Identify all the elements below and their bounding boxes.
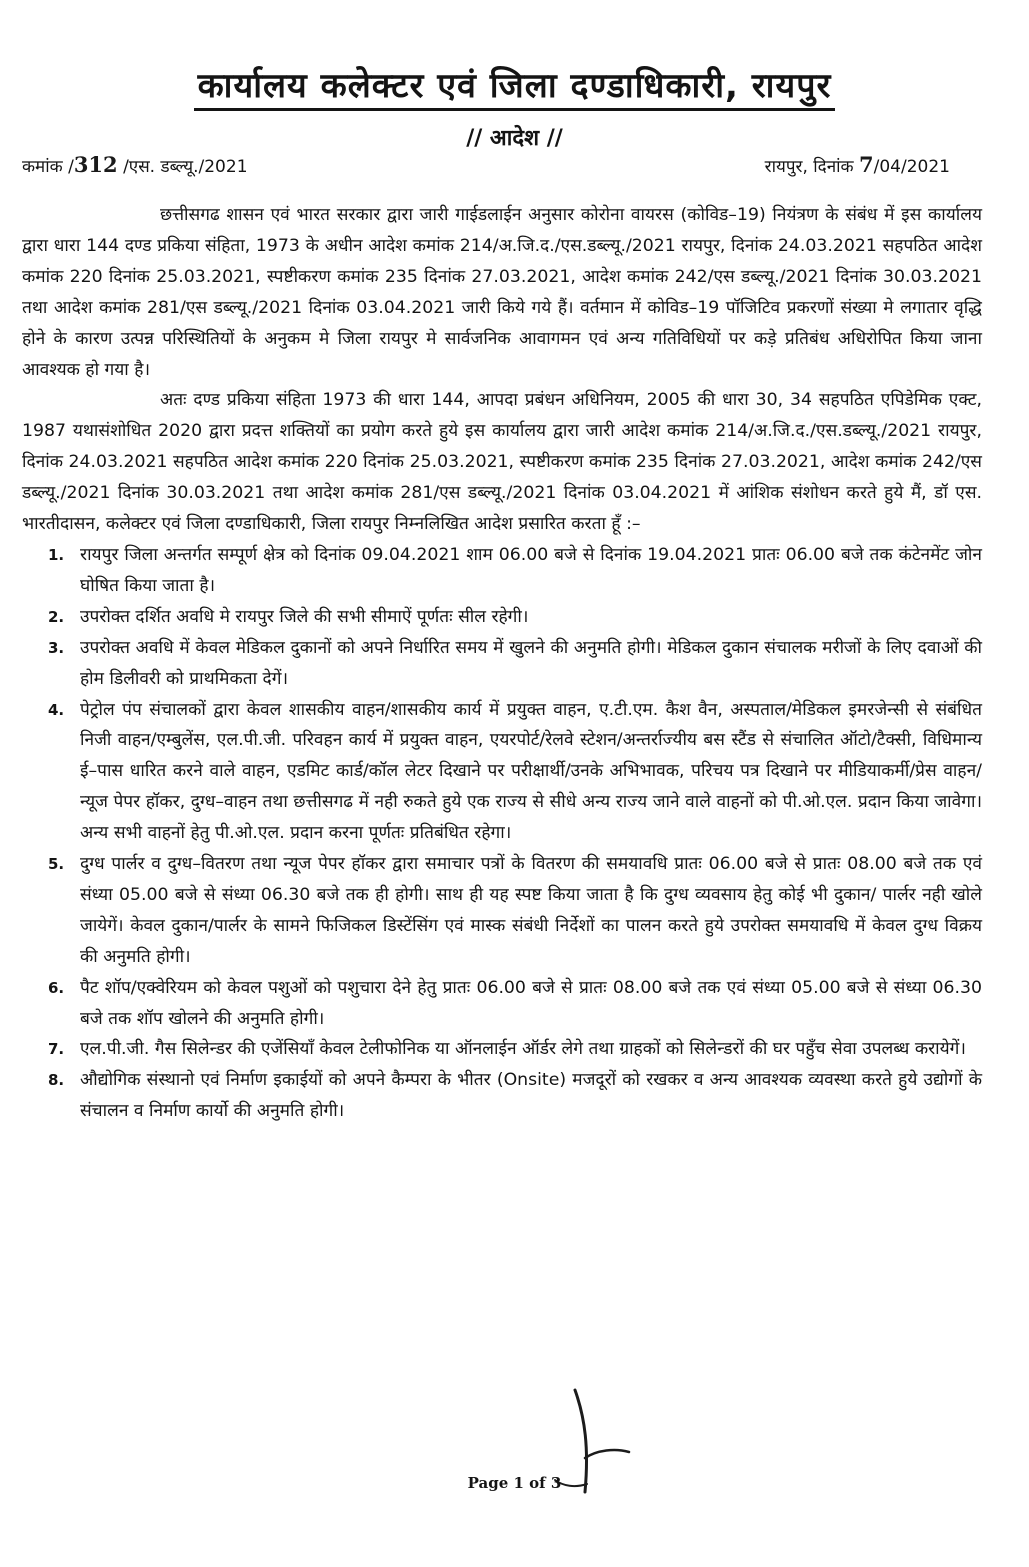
item-text: पेट्रोल पंप संचालकों द्वारा केवल शासकीय वाहन/शासकीय कार्य में प्रयुक्त वाहन, ए.टी.एम. कैश वैन, अस्पताल/मेडिकल इमरजेन्सी से संबंधित निजी वाहन/एम्बुलेंस, एल.पी.जी. परिवहन कार्य में प्रयुक्त वाहन, एयरपोर्ट/रेलवे स्टेशन/अन्तर्राज्यीय बस स्टैंड से संचालित ऑटो/टैक्सी, विधिमान्य ई–पास धारित करने वाले वाहन, एडमिट कार्ड/कॉल लेटर दिखाने पर परीक्षार्थी/उनके अभिभावक, परिचय पत्र दिखाने पर मीडियाकर्मी/प्रेस वाहन/न्यूज पेपर हॉकर, दुग्ध–वाहन तथा छत्तीसगढ में नही रुकते हुये एक राज्य से सीधे अन्य राज्य जाने वाले वाहनों को पी.ओ.एल. प्रदान किया जावेगा। अन्य सभी वाहनों हेतु पी.ओ.एल. प्रदान करना पूर्णतः प्रतिबंधित रहेगा। [80, 699, 982, 844]
ref-suffix: /एस. डब्ल्यू./2021 [123, 157, 248, 177]
list-item [22, 602, 982, 633]
order-heading: // आदेश // [466, 126, 563, 151]
date-suffix: /04/2021 [873, 157, 950, 177]
ref-number-handwritten: 312 [73, 152, 118, 177]
date-day-handwritten: 7 [859, 152, 874, 177]
item-text: दुग्ध पार्लर व दुग्ध–वितरण तथा न्यूज पेपर हॉकर द्वारा समाचार पत्रों के वितरण की समयावधि प्रातः 06.00 बजे से प्रातः 08.00 बजे तक एवं संध्या 05.00 बजे से संध्या 06.30 बजे तक ही होगी। साथ ही यह स्पष्ट किया जाता है कि दुग्ध व्यवसाय हेतु कोई भी दुकान/ पार्लर नही खोले जायेगें। केवल दुकान/पार्लर के सामने फिजिकल डिस्टेंसिंग एवं मास्क संबंधी निर्देशों का पालन करते हुये उपरोक्त समयावधि में केवल दुग्ध विक्रय की अनुमति होगी। [80, 854, 982, 967]
item-number: 8. [48, 1071, 65, 1090]
item-number: 7. [48, 1040, 65, 1059]
page-number: Page 1 of 3 [467, 1474, 562, 1492]
date-prefix: रायपुर, दिनांक [764, 157, 854, 177]
order-body [22, 200, 982, 1127]
item-text: उपरोक्त दर्शित अवधि मे रायपुर जिले की सभी सीमाऐं पूर्णतः सील रहेगी। [80, 606, 529, 627]
list-item [22, 1065, 982, 1127]
item-text: पैट शॉप/एक्वेरियम को केवल पशुओं को पशुचारा देने हेतु प्रातः 06.00 बजे से प्रातः 08.00 बजे तक एवं संध्या 05.00 बजे से संध्या 06.30 बजे तक शॉप खोलने की अनुमति होगी। [80, 977, 982, 1029]
item-number: 3. [48, 638, 65, 657]
item-number: 4. [48, 700, 65, 719]
order-items [22, 540, 982, 1127]
item-number: 6. [48, 978, 65, 997]
item-text: उपरोक्त अवधि में केवल मेडिकल दुकानों को अपने निर्धारित समय में खुलने की अनुमति होगी। मेडिकल दुकान संचालक मरीजों के लिए दवाओं की होम डिलीवरी को प्राथमिकता देगें। [80, 637, 982, 689]
list-item [22, 849, 982, 973]
item-number: 2. [48, 607, 65, 626]
item-text: एल.पी.जी. गैस सिलेन्डर की एजेंसियाँ केवल टेलीफोनिक या ऑनलाईन ऑर्डर लेगे तथा ग्राहकों को सिलेन्डरों की घर पहुँच सेवा उपलब्ध करायेगें। [80, 1039, 966, 1060]
reference-number [22, 152, 248, 177]
order-date [765, 152, 950, 177]
list-item [22, 540, 982, 602]
list-item [22, 1034, 982, 1065]
intro-paragraph: छत्तीसगढ शासन एवं भारत सरकार द्वारा जारी गाईडलाईन अनुसार कोरोना वायरस (कोविड–19) नियंत्रण के संबंध में इस कार्यालय द्वारा धारा 144 दण्ड प्रकिया संहिता, 1973 के अधीन आदेश कमांक 214/अ.जि.द./एस.डब्ल्यू./2021 रायपुर, दिनांक 24.03.2021 सहपठित आदेश कमांक 220 दिनांक 25.03.2021, स्पष्टीकरण कमांक 235 दिनांक 27.03.2021, आदेश कमांक 242/एस डब्ल्यू./2021 दिनांक 30.03.2021 तथा आदेश कमांक 281/एस डब्ल्यू./2021 दिनांक 03.04.2021 जारी किये गये हैं। वर्तमान में कोविड–19 पॉजिटिव प्रकरणों संख्या मे लगातार वृद्धि होने के कारण उत्पन्न परिस्थितियों के अनुकम मे जिला रायपुर मे सार्वजनिक आवागमन एवं अन्य गतिविधियों पर कड़े प्रतिबंध अधिरोपित किया जाना आवश्यक हो गया है। [22, 205, 982, 380]
list-item [22, 973, 982, 1035]
item-number: 5. [48, 855, 65, 874]
office-title [0, 64, 1029, 111]
item-text: औद्योगिक संस्थानो एवं निर्माण इकाईयों को अपने कैम्परा के भीतर (Onsite) मजदूरों को रखकर व अन्य आवश्यक व्यवस्था करते हुये उद्योगों के संचालन व निर्माण कार्यो की अनुमति होगी। [80, 1070, 982, 1122]
reference-row [22, 152, 950, 177]
ref-prefix: कमांक / [22, 157, 74, 177]
list-item [22, 633, 982, 695]
item-number: 1. [48, 545, 65, 564]
list-item [22, 695, 982, 850]
directive-paragraph: अतः दण्ड प्रकिया संहिता 1973 की धारा 144, आपदा प्रबंधन अधिनियम, 2005 की धारा 30, 34 सहपठित एपिडेमिक एक्ट, 1987 यथासंशोधित 2020 द्वारा प्रदत्त शक्तियों का प्रयोग करते हुये इस कार्यालय द्वारा जारी आदेश कमांक 214/अ.जि.द./एस.डब्ल्यू./2021 रायपुर, दिनांक 24.03.2021 सहपठित आदेश कमांक 220 दिनांक 25.03.2021, स्पष्टीकरण कमांक 235 दिनांक 27.03.2021, आदेश कमांक 242/एस डब्ल्यू./2021 दिनांक 30.03.2021 तथा आदेश कमांक 281/एस डब्ल्यू./2021 दिनांक 03.04.2021 में आंशिक संशोधन करते हुये मैं, डॉ एस. भारतीदासन, कलेक्टर एवं जिला दण्डाधिकारी, जिला रायपुर निम्नलिखित आदेश प्रसारित करता हूँ :– [22, 390, 982, 535]
item-text: रायपुर जिला अन्तर्गत सम्पूर्ण क्षेत्र को दिनांक 09.04.2021 शाम 06.00 बजे से दिनांक 19.04.2021 प्रातः 06.00 बजे तक कंटेनमेंट जोन घोषित किया जाता है। [80, 544, 982, 596]
office-title-text: कार्यालय कलेक्टर एवं जिला दण्डाधिकारी, रायपुर [194, 64, 836, 111]
